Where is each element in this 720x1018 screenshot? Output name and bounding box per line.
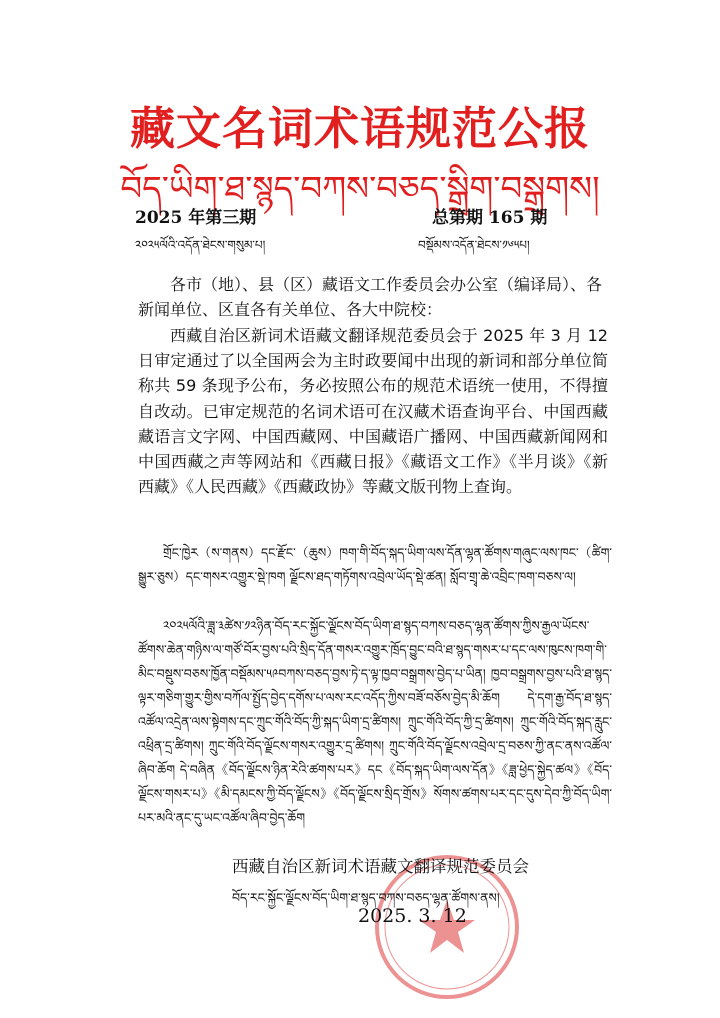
signature-organization-chinese: 西藏自治区新词术语藏文翻译规范委员会 bbox=[232, 857, 529, 876]
body-paragraph-tibetan: ༢༠༢༥ལོའི་ཟླ་༣ཚེས་༡༢ཉིན་བོད་རང་སྐྱོང་ལྗོངས་བོད་ཡིག་ཐ་སྙད་བཀས་བཅད་ལྷན་ཚོགས་ཀྱིས་རྒྱལ་ཡོངས་ཚོགས་ཆེན་གཉིས་ལ་གཙོ་བོར་བྱས་པའི་སྲིད་དོན་གསར་འགྱུར་ཁྲོད་བྱུང་བའི་ཐ་སྙད་གསར་པ་དང་ལས་ཁུངས་ཁག་གི་མིང་བསྡུས་བཅས་ཁྱོན་བསྡོམས་༥༩བཀས་བཅད་བྱས་ཏེ་ད་ལྟ་ཁྱབ་བསྒྲགས་བྱེད་པ་ཡིན། ཁྱབ་བསྒྲགས་བྱས་པའི་ཐ་སྙད་ལྟར་གཅིག་གྱུར་གྱིས་བཀོལ་སྤྱོད་བྱེད་དགོས་པ་ལས་རང་འདོད་ཀྱིས་བཟོ་བཅོས་བྱེད་མི་ཆོག དེ་དག་རྒྱ་བོད་ཐ་སྙད་འཚོལ་འདྲེན་ལས་སྟེགས་དང་ཀྲུང་གོའི་བོད་ཀྱི་སྐད་ཡིག་དྲ་ཚིགས། ཀྲུང་གོའི་བོད་ཀྱི་དྲ་ཚིགས། ཀྲུང་གོའི་བོད་སྐད་རླུང་འཕྲིན་དྲ་ཚིགས། ཀྲུང་གོའི་བོད་ལྗོངས་གསར་འགྱུར་དྲ་ཚིགས། ཀྲུང་གོའི་བོད་ལྗོངས་འབྲེལ་དྲ་བཅས་ཀྱི་ནང་ནས་འཚོལ་ཞིབ་ཆོག དེ་བཞིན《བོད་ལྗོངས་ཉིན་རེའི་ཚགས་པར》དང《བོད་སྐད་ཡིག་ལས་དོན》《ཟླ་ཕྱེད་སྐྱེད་ཚལ》《བོད་ལྗོངས་གསར་པ》《མི་དམངས་ཀྱི་བོད་ལྗོངས》《བོད་ལྗོངས་སྲིད་གྲོས》སོགས་ཚགས་པར་དང་དུས་དེབ་ཀྱི་བོད་ཡིག་པར་མའི་ནང་དུ་ཡང་འཚོལ་ཞིབ་བྱེད་ཆོག bbox=[138, 618, 612, 825]
addressee-chinese: 各市（地）、县（区）藏语文工作委员会办公室（编译局）、各新闻单位、区直各有关单位、各大中院校： bbox=[138, 275, 603, 320]
total-issue-tibetan: བསྡོམས་འདོན་ཐེངས་༡༦༥པ། bbox=[418, 238, 530, 252]
page-title-tibetan: བོད་ཡིག་ཐ་སྙད་བཀས་བཅད་སྒྲིག་བསྒྲགས། bbox=[120, 169, 600, 209]
addressee-tibetan: གྲོང་ཁྱེར（ས་གནས）དང་རྫོང་（ཆུས）ཁག་གི་བོད་སྐད་ཡིག་ལས་དོན་ལྷན་ཚོགས་གཞུང་ལས་ཁང་（ཚིག་སྒྱུར་ཅུས）དང་གསར་འགྱུར་སྡེ་ཁག ལྗོངས་ཐད་གཏོགས་འབྲེལ་ཡོད་སྡེ་ཚན། སློབ་གྲྭ་ཆེ་འབྲིང་ཁག་བཅས་ལ། bbox=[138, 545, 612, 584]
issue-number-tibetan: ༢༠༢༥ལོའི་འདོན་ཐེངས་གསུམ་པ། bbox=[135, 238, 266, 252]
body-paragraph-chinese: 西藏自治区新词术语藏文翻译规范委员会于 2025 年 3 月 12 日审定通过了以全国两会为主时政要闻中出现的新词和部分单位简称共 59 条现予公布，务必按照公布的规范术语统一使用，不得擅自改动。已审定规范的名词术语可在汉藏术语查询平台、中国西藏藏语言文字网、中国西藏网、中国藏语广播网、中国西藏新闻网和中国西藏之声等网站和《西藏日报》《藏语文工作》《半月谈》《新西藏》《人民西藏》《西藏政协》等藏文版刊物上查询。 bbox=[138, 326, 608, 497]
total-issue-chinese: 总第期 165 期 bbox=[432, 208, 548, 228]
signature-organization-tibetan: བོད་རང་སྐྱོང་ལྗོངས་བོད་ཡིག་ཐ་སྙད་བཀས་བཅད་ལྷན་ཚོགས་ནས། bbox=[232, 890, 500, 905]
issue-number-chinese: 2025 年第三期 bbox=[135, 208, 257, 228]
page-title-chinese: 藏文名词术语规范公报 bbox=[129, 102, 590, 155]
signature-date: 2025. 3. 12 bbox=[358, 905, 467, 927]
